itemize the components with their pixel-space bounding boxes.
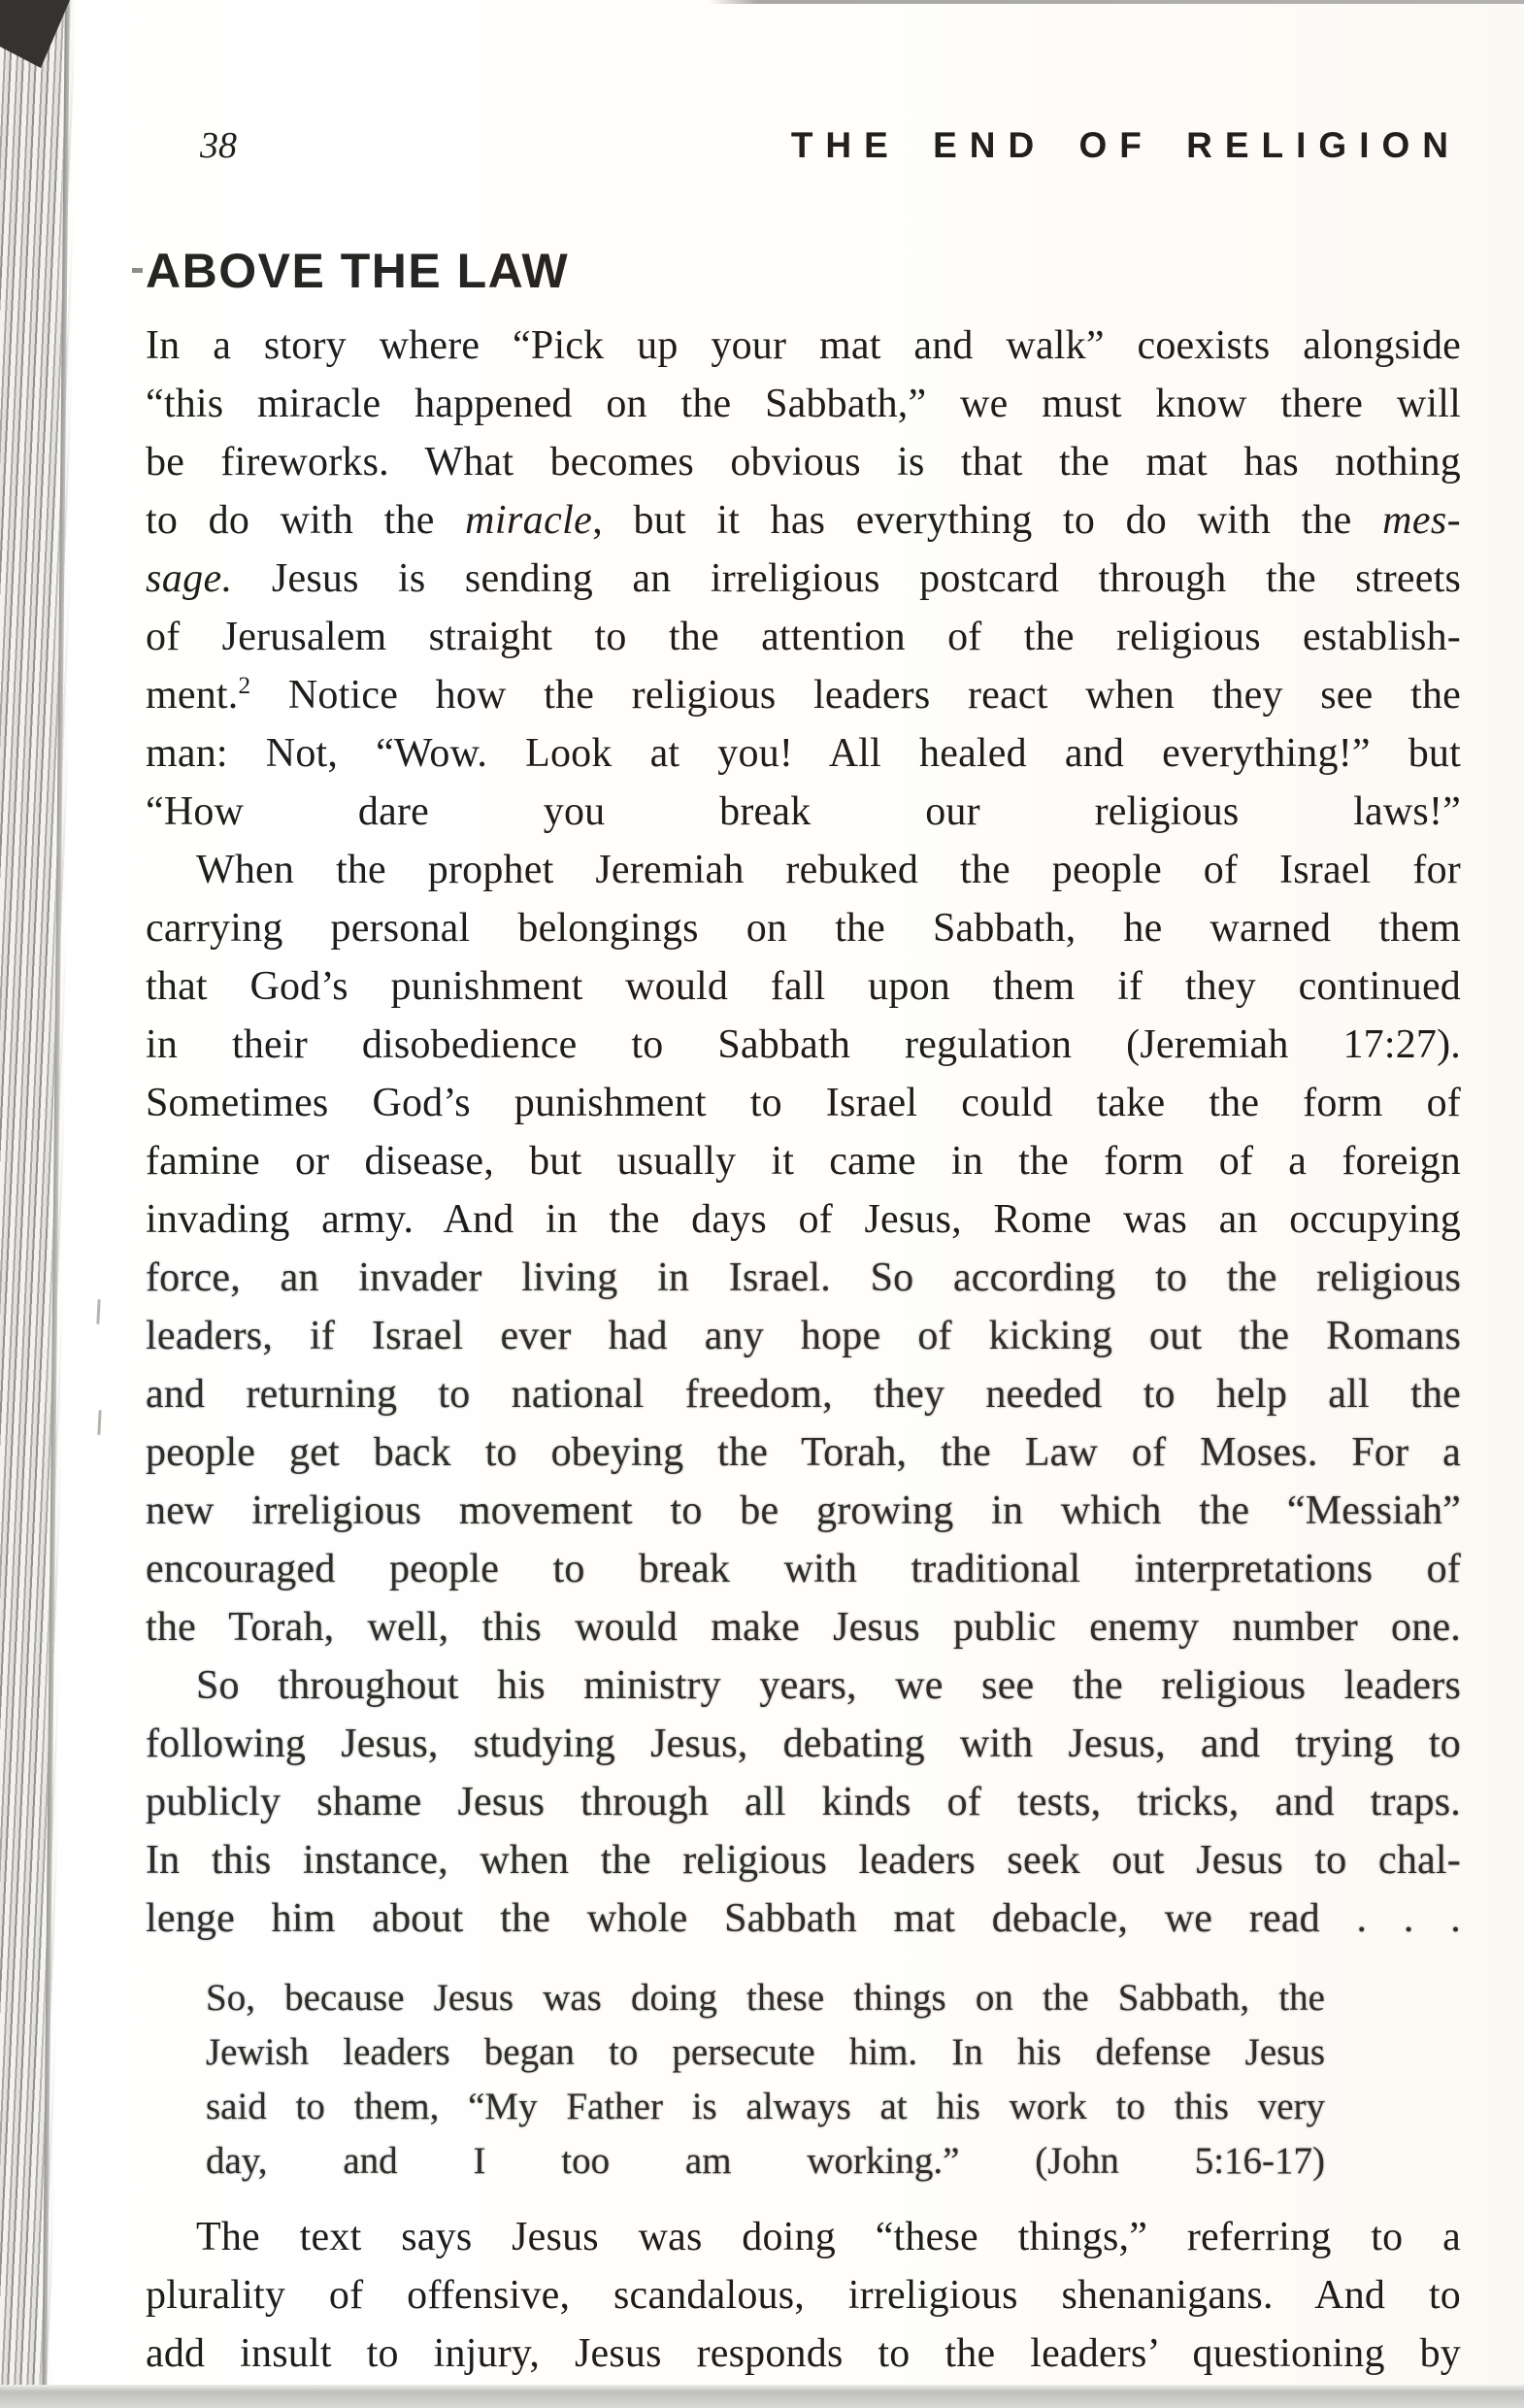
- text-line: So, because Jesus was doing these things on the Sabbath, the: [206, 1977, 1325, 2019]
- text-line: famine or disease, but usually it came in the form of a foreign: [146, 1139, 1461, 1184]
- text-line: So throughout his ministry years, we see the religious leaders: [196, 1663, 1461, 1708]
- block-quote: [206, 1971, 1325, 2189]
- text-line: to do with the miracle, but it has everything to do with the mes-: [146, 498, 1461, 543]
- text-line: In this instance, when the religious leaders seek out Jesus to chal-: [146, 1838, 1461, 1883]
- page-header: [146, 124, 1461, 167]
- text-line: ment.$^2$ Notice how the religious leaders react when they see the: [146, 673, 1461, 718]
- text-line: be fireworks. What becomes obvious is that the mat has nothing: [146, 440, 1461, 485]
- paragraph: [146, 317, 1461, 841]
- text-line: new irreligious movement to be growing in which the “Messiah”: [146, 1488, 1461, 1533]
- text-line: man: Not, “Wow. Look at you! All healed and everything!” but: [146, 731, 1461, 776]
- paragraph: [146, 2208, 1461, 2383]
- ink-mark-artifact: [132, 268, 143, 273]
- text-line: invading army. And in the days of Jesus, Rome was an occupying: [146, 1197, 1461, 1242]
- text-line: the Torah, well, this would make Jesus public enemy number one.: [146, 1605, 1461, 1650]
- text-line: of Jerusalem straight to the attention of the religious establish-: [146, 615, 1461, 659]
- text-line: add insult to injury, Jesus responds to the leaders’ questioning by: [146, 2331, 1461, 2376]
- paragraph: [146, 841, 1461, 1656]
- text-line: sage. Jesus is sending an irreligious postcard through the streets: [146, 556, 1461, 601]
- book-page-edges-texture: [0, 0, 76, 2408]
- scan-margin-mark: [97, 1410, 101, 1435]
- text-line: following Jesus, studying Jesus, debating with Jesus, and trying to: [146, 1722, 1461, 1766]
- body-text: [146, 317, 1461, 2383]
- page-number: 38: [200, 125, 237, 166]
- text-line: Sometimes God’s punishment to Israel could take the form of: [146, 1081, 1461, 1125]
- section-heading-label: ABOVE THE LAW: [146, 244, 570, 298]
- scan-bottom-shadow: [0, 2385, 1524, 2408]
- scan-margin-mark: [96, 1299, 100, 1324]
- running-head: THE END OF RELIGION: [790, 125, 1461, 165]
- text-line: people get back to obeying the Torah, the Law of Moses. For a: [146, 1430, 1461, 1475]
- text-line: plurality of offensive, scandalous, irreligious shenanigans. And to: [146, 2273, 1461, 2318]
- section-heading: [146, 243, 1461, 299]
- text-line: In a story where “Pick up your mat and walk” coexists alongside: [146, 323, 1461, 368]
- text-line: “How dare you break our religious laws!”: [146, 789, 1461, 834]
- page-content: [146, 0, 1461, 2383]
- text-line: said to them, “My Father is always at his work to this very: [206, 2086, 1325, 2127]
- text-line: and returning to national freedom, they needed to help all the: [146, 1372, 1461, 1417]
- page-edge-line: [42, 0, 70, 2408]
- text-line: that God’s punishment would fall upon them if they continued: [146, 964, 1461, 1009]
- text-line: publicly shame Jesus through all kinds of tests, tricks, and traps.: [146, 1780, 1461, 1824]
- text-line: in their disobedience to Sabbath regulation (Jeremiah 17:27).: [146, 1022, 1461, 1067]
- text-line: The text says Jesus was doing “these things,” referring to a: [196, 2215, 1461, 2259]
- text-line: force, an invader living in Israel. So according to the religious: [146, 1255, 1461, 1300]
- text-line: day, and I too am working.” (John 5:16-17): [206, 2140, 1325, 2182]
- text-line: “this miracle happened on the Sabbath,” we must know there will: [146, 382, 1461, 426]
- text-line: lenge him about the whole Sabbath mat debacle, we read . . .: [146, 1896, 1461, 1941]
- text-line: leaders, if Israel ever had any hope of kicking out the Romans: [146, 1314, 1461, 1358]
- text-line: Jewish leaders began to persecute him. In his defense Jesus: [206, 2031, 1325, 2073]
- text-line: When the prophet Jeremiah rebuked the people of Israel for: [196, 848, 1461, 892]
- paragraph: [146, 1656, 1461, 1948]
- text-line: carrying personal belongings on the Sabbath, he warned them: [146, 906, 1461, 951]
- text-line: encouraged people to break with traditional interpretations of: [146, 1547, 1461, 1591]
